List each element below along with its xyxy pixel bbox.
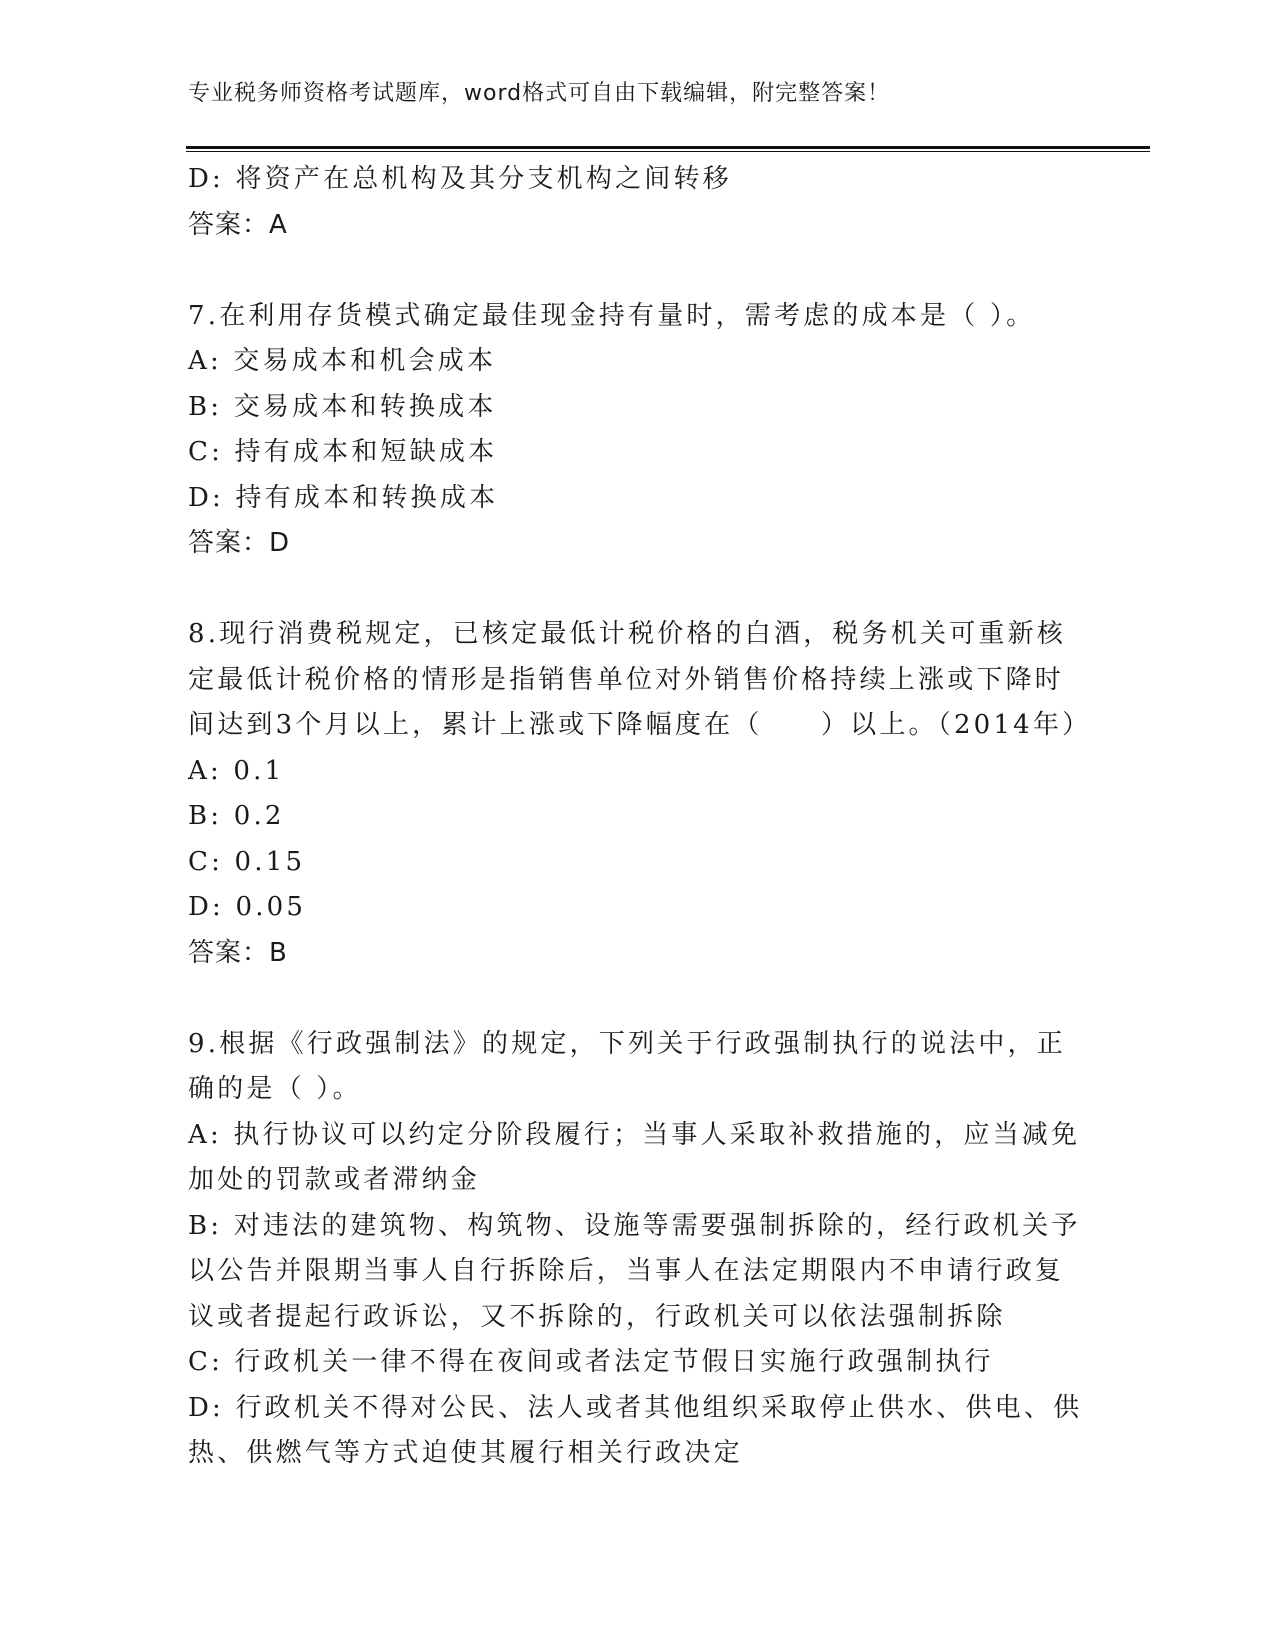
- option-line: A: 交易成本和机会成本: [188, 346, 497, 376]
- option-line: A: 0.1: [188, 755, 285, 786]
- option-line: D: 0.05: [188, 892, 307, 922]
- header-divider: [186, 146, 1150, 149]
- answer-line: 答案：A: [188, 209, 288, 240]
- blank-line: [188, 248, 1088, 294]
- blank-line: [188, 567, 1088, 613]
- answer-line: 答案：B: [188, 937, 288, 968]
- header-divider-thin: [186, 151, 1150, 152]
- option-line: B: 0.2: [188, 801, 285, 831]
- question-text-line: 7.在利用存货模式确定最佳现金持有量时，需考虑的成本是（ ）。: [188, 300, 1036, 331]
- option-line: D: 持有成本和转换成本: [188, 482, 499, 513]
- option-line: C: 行政机关一律不得在夜间或者法定节假日实施行政强制执行: [188, 1347, 994, 1377]
- option-line: A: 执行协议可以约定分阶段履行；当事人采取补救措施的，应当减免: [188, 1119, 1081, 1150]
- option-line: 以公告并限期当事人自行拆除后，当事人在法定期限内不申请行政复: [188, 1256, 1065, 1286]
- blank-line: [188, 976, 1088, 1022]
- answer-line: 答案：D: [188, 528, 291, 558]
- document-body: [188, 157, 1092, 1477]
- page-header: 专业税务师资格考试题库，word格式可自由下载编辑，附完整答案！: [188, 81, 891, 106]
- question-text-line: 定最低计税价格的情形是指销售单位对外销售价格持续上涨或下降时: [188, 664, 1065, 695]
- question-text-line: 确的是（ ）。: [188, 1074, 362, 1104]
- option-line: C: 0.15: [188, 846, 306, 877]
- option-line: B: 交易成本和转换成本: [188, 391, 497, 422]
- option-line: 热、供燃气等方式迫使其履行相关行政决定: [188, 1438, 743, 1468]
- question-text-line: 8.现行消费税规定，已核定最低计税价格的白酒，税务机关可重新核: [188, 619, 1067, 649]
- option-line: D: 将资产在总机构及其分支机构之间转移: [188, 164, 732, 194]
- option-line: C: 持有成本和短缺成本: [188, 437, 498, 467]
- option-line: B: 对违法的建筑物、构筑物、设施等需要强制拆除的，经行政机关予: [188, 1210, 1081, 1241]
- option-line: D: 行政机关不得对公民、法人或者其他组织采取停止供水、供电、供: [188, 1392, 1083, 1423]
- option-line: 议或者提起行政诉讼，又不拆除的，行政机关可以依法强制拆除: [188, 1301, 1006, 1332]
- question-text-line: 9.根据《行政强制法》的规定，下列关于行政强制执行的说法中，正: [188, 1028, 1067, 1059]
- option-line: 加处的罚款或者滞纳金: [188, 1165, 481, 1195]
- question-text-line: 间达到3个月以上，累计上涨或下降幅度在（ ）以上。（2014年）: [188, 710, 1092, 740]
